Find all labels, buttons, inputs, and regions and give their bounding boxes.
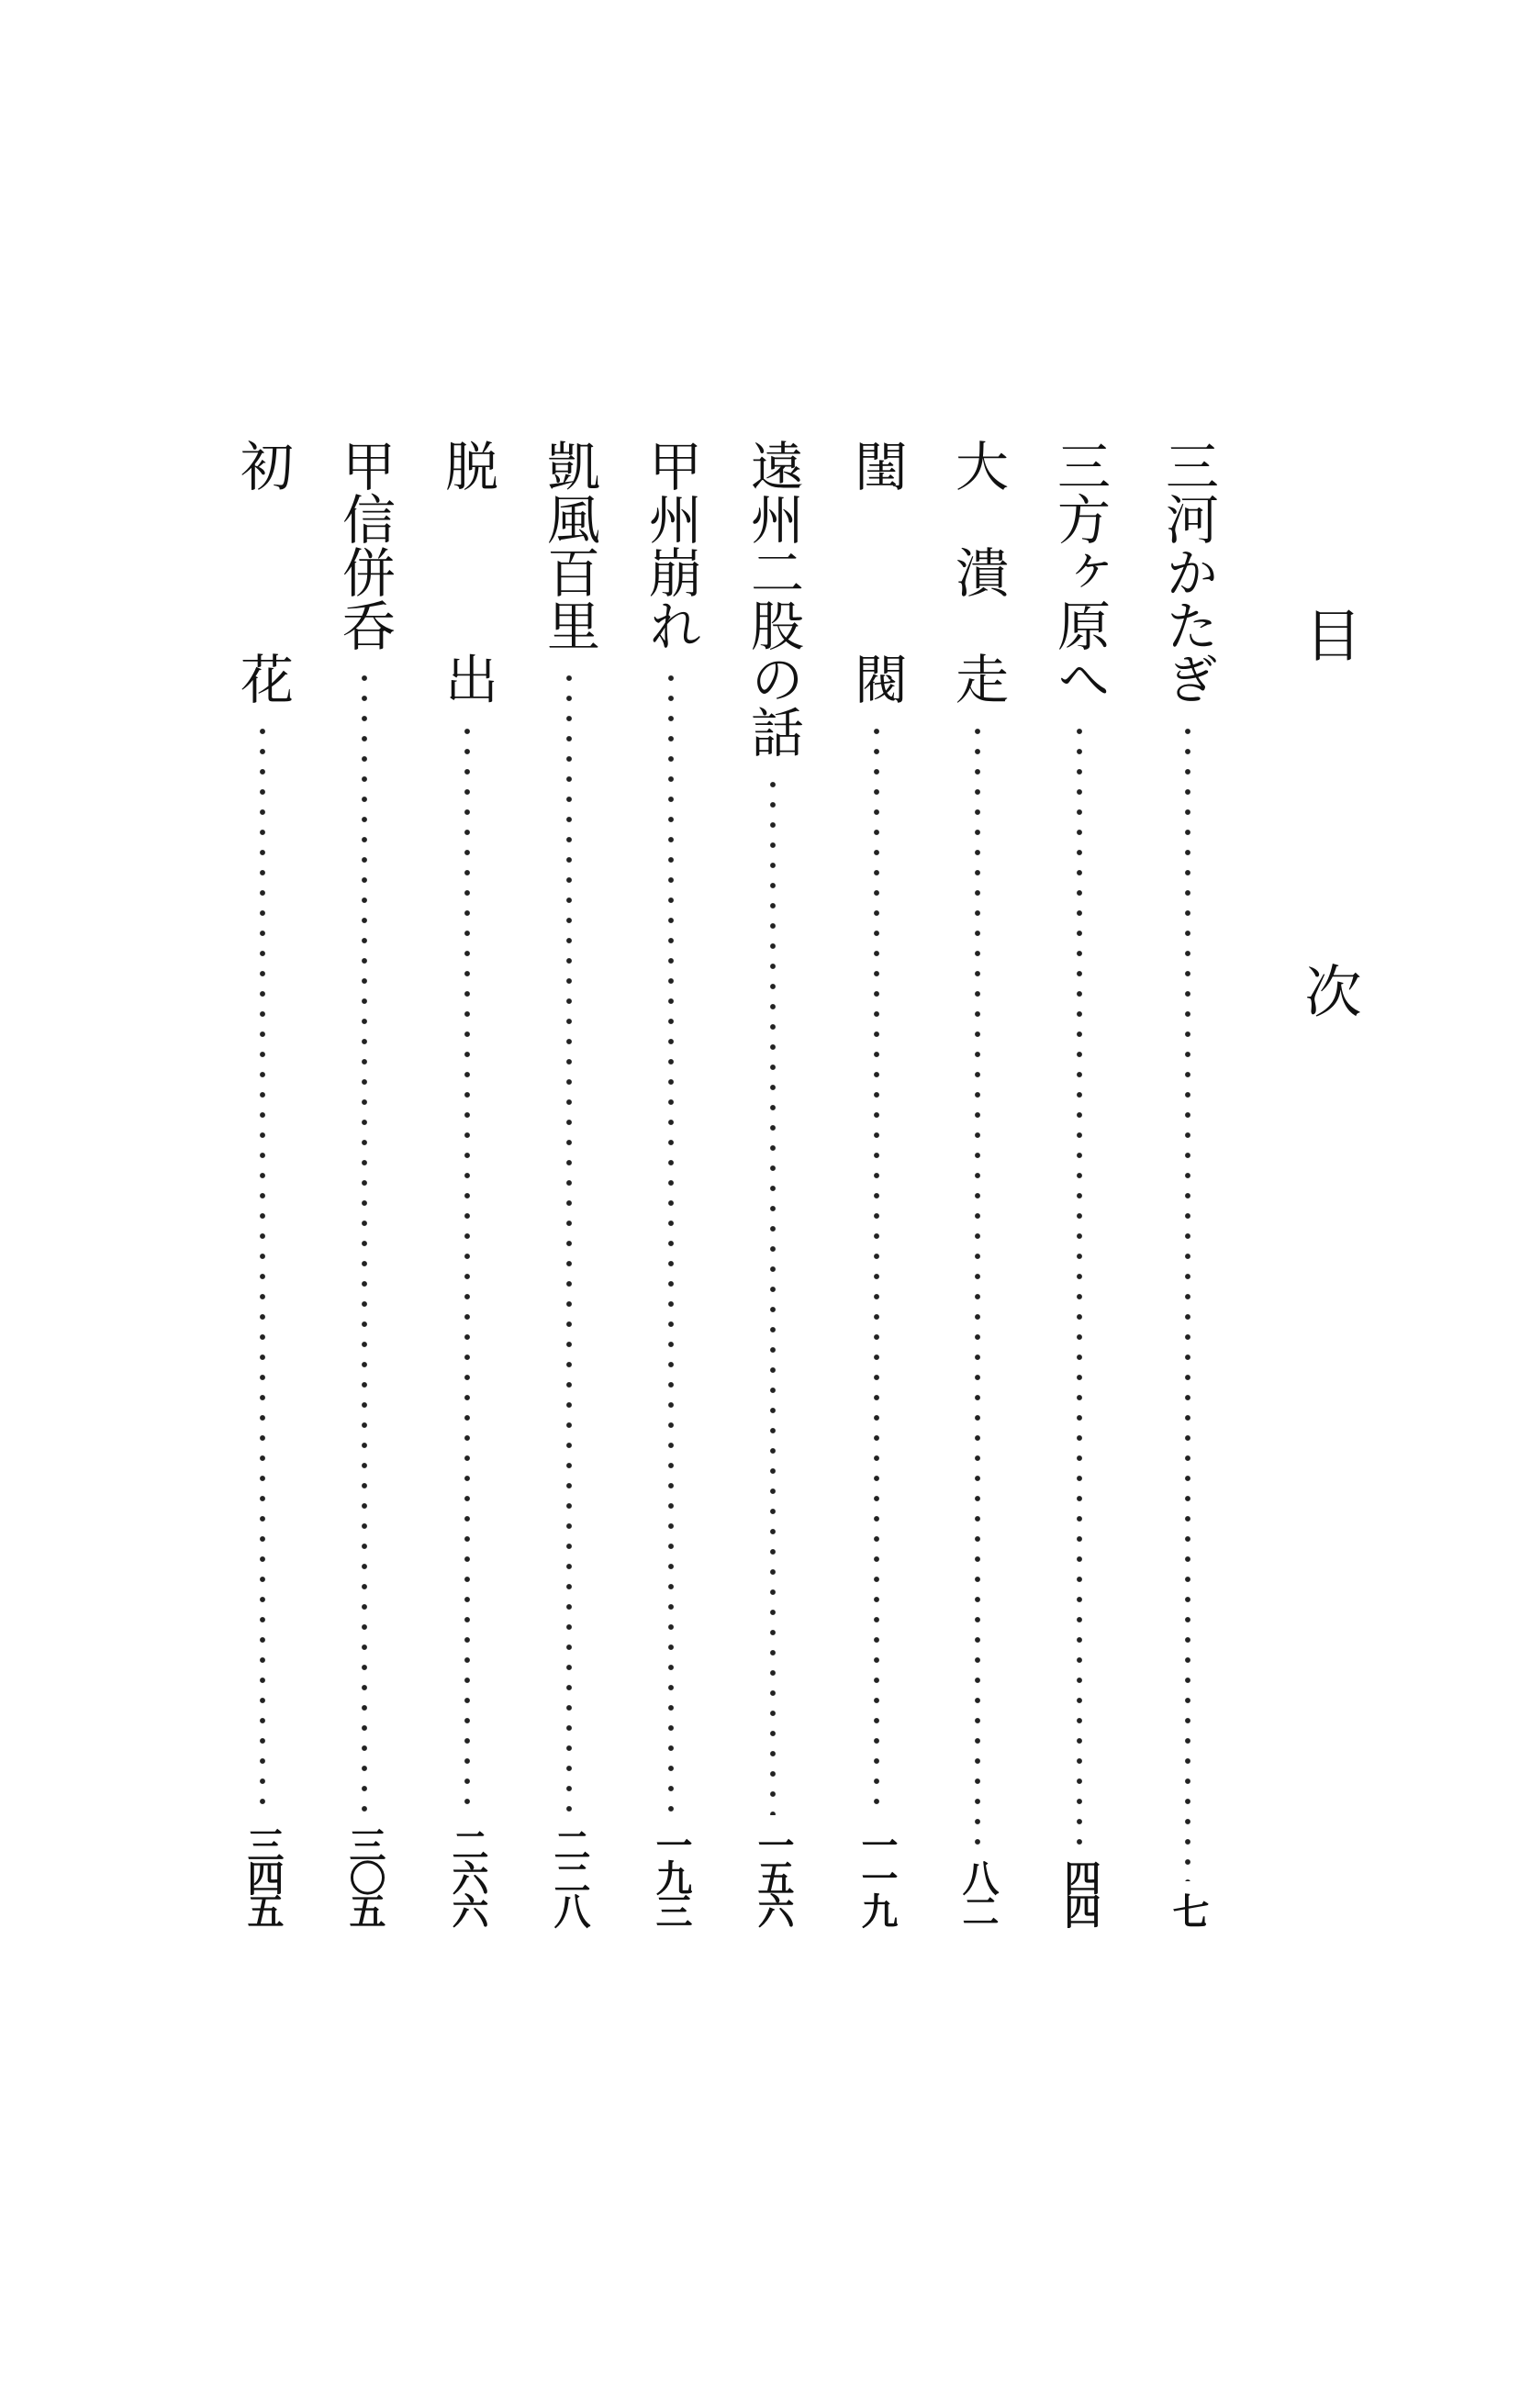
toc-entry-title: 大 潰 走	[946, 439, 1009, 705]
dot-leader	[566, 668, 572, 1815]
toc-entry	[1050, 439, 1109, 1925]
dot-leader	[362, 668, 367, 1815]
toc-entry-title: 脱 出	[436, 439, 498, 705]
toc-entry-title: 初 花	[231, 439, 294, 705]
toc-entry	[335, 439, 394, 1925]
toc-entry	[948, 439, 1007, 1925]
toc-entry-title: 凱風百里	[538, 439, 600, 652]
toc-entry-page: 三〇五	[343, 1826, 386, 1925]
toc-entry	[642, 439, 700, 1925]
toc-entry-title: 甲信併呑	[333, 439, 396, 652]
dot-leader	[668, 668, 674, 1815]
toc-entry	[847, 439, 906, 1925]
toc-entry	[1158, 439, 1217, 1925]
toc-entry-title: 三河かたぎ	[1157, 439, 1219, 705]
toc-entry-page: 二六六	[446, 1826, 489, 1925]
toc-entry-page: 一九三	[650, 1826, 693, 1925]
dot-leader	[1077, 721, 1082, 1848]
toc-entry-title: 遠州二股の話	[742, 439, 804, 758]
toc-entry-page: 二二八	[548, 1826, 591, 1925]
toc-entry-page: 七	[1167, 1892, 1210, 1925]
toc-entry-page: 三四五	[241, 1826, 285, 1925]
toc-heading: 目 次	[1295, 606, 1362, 1140]
dot-leader	[1185, 721, 1190, 1881]
toc-entry	[233, 439, 292, 1925]
dot-leader	[975, 721, 980, 1848]
toc-entry-page: 四四	[1058, 1859, 1101, 1925]
toc-entry-page: 一五六	[752, 1826, 795, 1925]
dot-leader	[874, 721, 879, 1815]
dot-leader	[260, 721, 265, 1815]
dot-leader	[464, 721, 470, 1815]
toc-entry	[438, 439, 497, 1925]
toc-entry-title: 三方ヶ原へ	[1048, 439, 1111, 705]
toc-entry	[743, 439, 802, 1925]
toc-entry-page: 一一九	[855, 1826, 899, 1925]
toc-entry-page: 八二	[956, 1859, 1000, 1925]
toc-entry	[540, 439, 598, 1925]
dot-leader	[770, 775, 776, 1815]
toc-entry-title: 閨 閥	[845, 439, 908, 705]
toc-entry-title: 甲州崩れ	[640, 439, 702, 652]
